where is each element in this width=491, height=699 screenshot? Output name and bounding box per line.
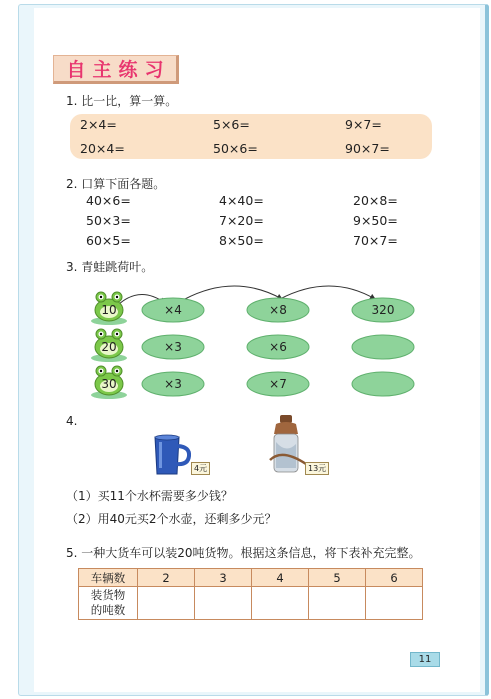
q4-sub2: （2）用40元买2个水壶，还剩多少元？ — [66, 512, 277, 526]
q2-ex: 7×20= — [219, 213, 264, 228]
table-header-cell: 4 — [252, 569, 309, 587]
q3-prompt: 3. 青蛙跳荷叶。 — [66, 260, 154, 274]
answer-cell[interactable] — [195, 587, 252, 620]
table-row — [79, 587, 423, 620]
q1-ex: 9×7= — [345, 117, 382, 132]
lily-pad-icon — [246, 333, 310, 361]
section-title-box — [53, 55, 179, 84]
row-label-line: 的吨数 — [90, 603, 126, 617]
table-row-label — [79, 587, 138, 620]
kettle-icon — [268, 414, 308, 476]
lily-pad-label: ×3 — [164, 377, 182, 391]
q1-ex: 50×6= — [213, 141, 258, 156]
table-header-cell: 6 — [366, 569, 423, 587]
q2-ex: 9×50= — [353, 213, 398, 228]
lily-pad-icon — [351, 370, 415, 398]
q2-ex: 60×5= — [86, 233, 131, 248]
q2-ex: 8×50= — [219, 233, 264, 248]
lily-pad-label — [351, 370, 415, 398]
frog-number: 10 — [101, 303, 117, 317]
q2-ex: 70×7= — [353, 233, 398, 248]
frog-icon — [90, 290, 128, 326]
lily-pad-label: ×6 — [269, 340, 287, 354]
lily-pad-label: ×3 — [164, 340, 182, 354]
frog-icon — [90, 364, 128, 400]
q2-ex: 40×6= — [86, 193, 131, 208]
lily-pad-icon — [141, 370, 205, 398]
lily-pad-label: 320 — [371, 303, 395, 317]
table-header-label: 车辆数 — [79, 569, 138, 587]
table-header-cell: 2 — [138, 569, 195, 587]
lily-pad-label — [351, 333, 415, 361]
lily-pad-icon — [351, 333, 415, 361]
cargo-table — [78, 568, 423, 620]
answer-cell[interactable] — [366, 587, 423, 620]
q1-ex: 20×4= — [80, 141, 125, 156]
q2-ex: 20×8= — [353, 193, 398, 208]
frog-number: 20 — [101, 340, 117, 354]
q1-ex: 90×7= — [345, 141, 390, 156]
lily-pad-icon — [246, 296, 310, 324]
lily-pad-icon — [246, 370, 310, 398]
table-header-cell: 3 — [195, 569, 252, 587]
q2-ex: 50×3= — [86, 213, 131, 228]
row-label-line: 装货物 — [90, 588, 126, 602]
lily-pad-label: ×8 — [269, 303, 287, 317]
lily-pad-label: ×7 — [269, 377, 287, 391]
table-row — [79, 569, 423, 587]
lily-pad-label: ×4 — [164, 303, 182, 317]
q1-ex: 5×6= — [213, 117, 250, 132]
cup-icon — [150, 434, 194, 478]
cup-price-tag: 4元 — [191, 462, 210, 475]
q4-sub1: （1）买11个水杯需要多少钱？ — [66, 489, 233, 503]
table-header-cell: 5 — [309, 569, 366, 587]
answer-cell[interactable] — [138, 587, 195, 620]
answer-cell[interactable] — [252, 587, 309, 620]
q4-number: 4. — [66, 414, 78, 428]
q1-ex: 2×4= — [80, 117, 117, 132]
kettle-price-tag: 13元 — [305, 462, 329, 475]
frog-number: 30 — [101, 377, 117, 391]
lily-pad-icon — [141, 296, 205, 324]
lily-pad-icon — [141, 333, 205, 361]
page-number: 11 — [410, 652, 440, 667]
q2-prompt: 2. 口算下面各题。 — [66, 177, 166, 191]
q1-prompt: 1. 比一比，算一算。 — [66, 94, 178, 108]
answer-cell[interactable] — [309, 587, 366, 620]
lily-pad-icon — [351, 296, 415, 324]
q5-prompt: 5. 一种大货车可以装20吨货物。根据这条信息，将下表补充完整。 — [66, 546, 421, 560]
section-title: 自主练习 — [66, 59, 171, 81]
frog-icon — [90, 327, 128, 363]
q2-ex: 4×40= — [219, 193, 264, 208]
